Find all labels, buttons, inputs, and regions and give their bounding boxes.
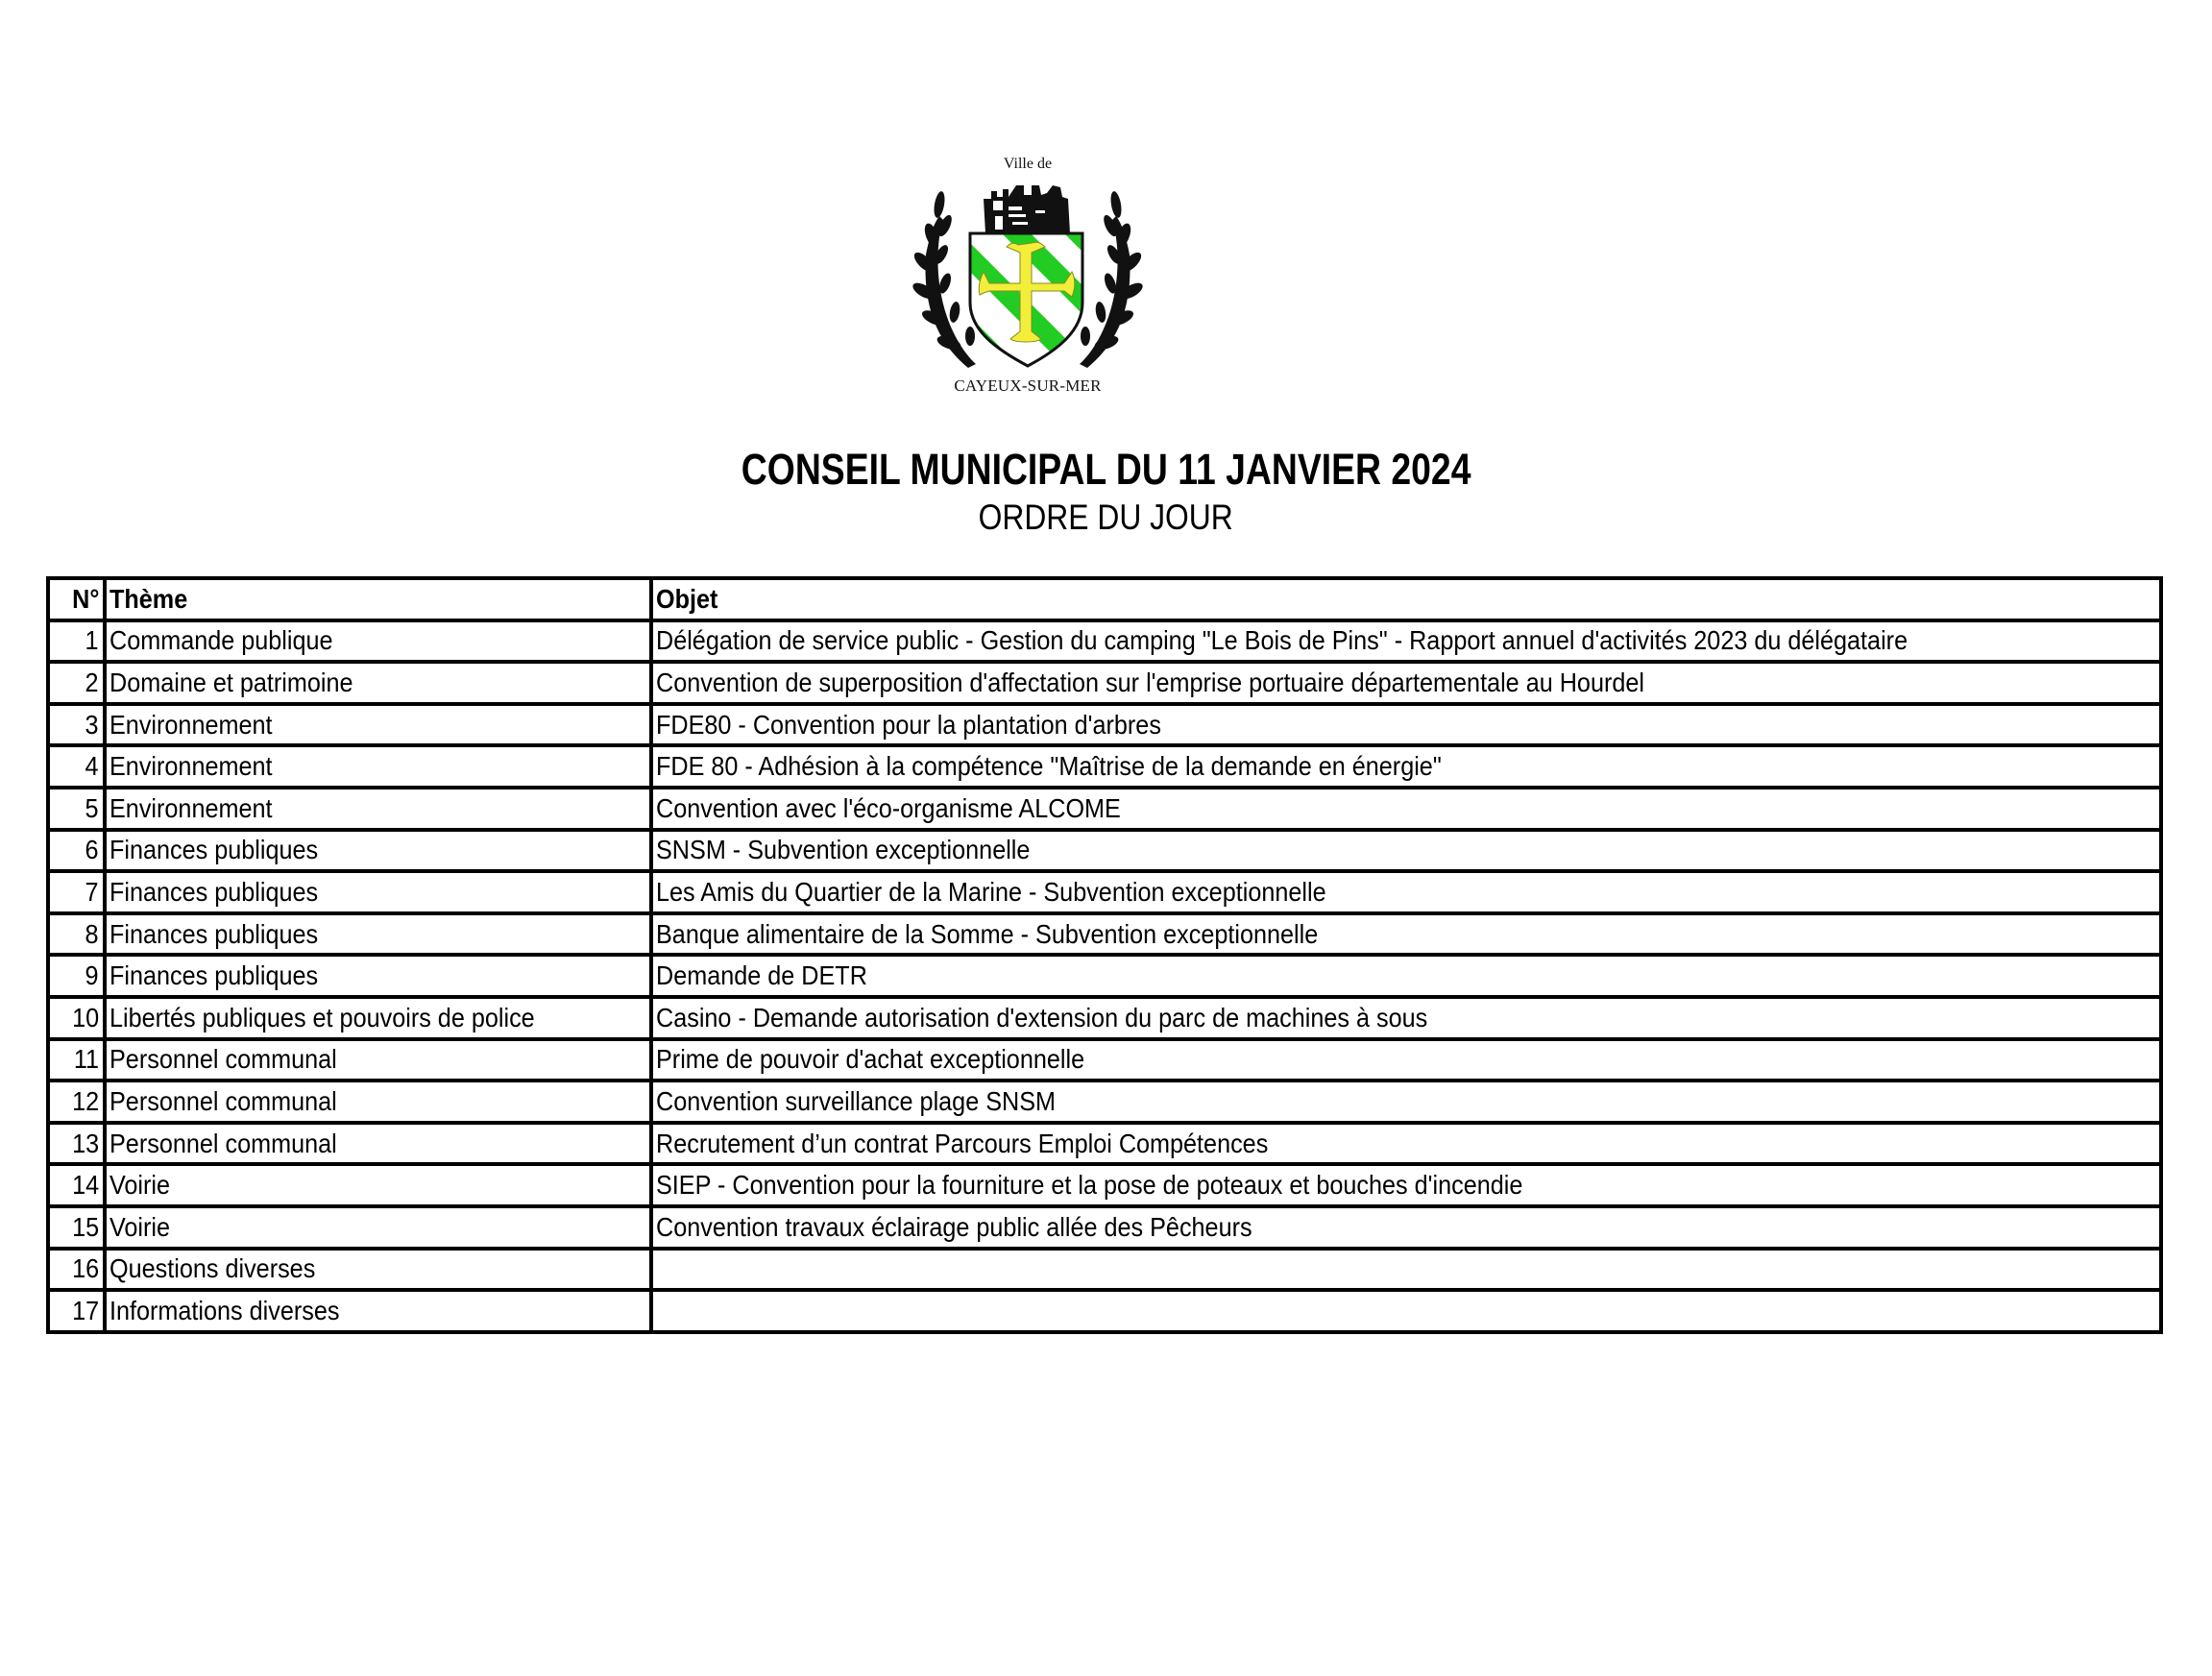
- table-row: [48, 1123, 2161, 1165]
- row-number-cell: [48, 704, 105, 746]
- row-objet: Convention travaux éclairage public allée des Pêcheurs: [656, 1211, 1252, 1242]
- row-objet-cell: [651, 871, 2161, 913]
- row-number: 6: [85, 835, 99, 865]
- row-number: 16: [71, 1253, 99, 1284]
- row-objet-cell: [651, 830, 2161, 872]
- row-theme-cell: [105, 1039, 651, 1081]
- table-row: [48, 745, 2161, 788]
- row-number: 11: [73, 1044, 99, 1075]
- row-number: 5: [85, 792, 99, 823]
- row-number-cell: [48, 745, 105, 788]
- row-theme: Finances publiques: [109, 918, 319, 949]
- row-objet: Convention surveillance plage SNSM: [656, 1085, 1057, 1116]
- table-row: [48, 1164, 2161, 1206]
- row-objet: SNSM - Subvention exceptionnelle: [656, 835, 1031, 865]
- row-theme-cell: [105, 1290, 651, 1332]
- row-number-cell: [48, 913, 105, 956]
- row-theme: Personnel communal: [109, 1085, 337, 1116]
- row-objet-cell: [651, 913, 2161, 956]
- row-objet-cell: [651, 788, 2161, 830]
- row-objet: Banque alimentaire de la Somme - Subvention exceptionnelle: [656, 918, 1319, 949]
- table-row: [48, 1081, 2161, 1123]
- laurel-wreath-right-icon: [1080, 190, 1143, 368]
- row-theme: Finances publiques: [109, 876, 319, 907]
- agenda-table-body: [48, 620, 2161, 1332]
- row-number-cell: [48, 662, 105, 704]
- row-objet: Prime de pouvoir d'achat exceptionnelle: [656, 1044, 1085, 1075]
- row-number-cell: [48, 1290, 105, 1332]
- row-number: 15: [71, 1211, 99, 1242]
- laurel-wreath-left-icon: [912, 190, 976, 368]
- row-theme: Personnel communal: [109, 1044, 337, 1075]
- row-number: 8: [85, 918, 99, 949]
- row-theme-cell: [105, 745, 651, 788]
- row-number: 4: [85, 751, 99, 782]
- row-theme: Questions diverses: [109, 1253, 316, 1284]
- row-number: 9: [85, 960, 99, 991]
- coat-of-arms-logo: [912, 154, 1143, 403]
- column-header-objet: [651, 578, 2161, 620]
- row-objet: Demande de DETR: [656, 960, 867, 991]
- row-number-cell: [48, 1206, 105, 1249]
- row-objet-cell: [651, 1123, 2161, 1165]
- table-row: [48, 913, 2161, 956]
- row-number-cell: [48, 1081, 105, 1123]
- page-title-text: CONSEIL MUNICIPAL DU 11 JANVIER 2024: [741, 445, 1471, 494]
- row-theme-cell: [105, 871, 651, 913]
- column-header-theme-text: Thème: [109, 583, 188, 614]
- mural-crown-icon: [984, 185, 1070, 233]
- row-objet: FDE80 - Convention pour la plantation d'arbres: [656, 709, 1161, 740]
- row-theme: Environnement: [109, 792, 273, 823]
- row-number-cell: [48, 871, 105, 913]
- row-theme: Domaine et patrimoine: [109, 667, 353, 697]
- column-header-number-text: N°: [71, 583, 99, 614]
- page-title: [0, 445, 2212, 495]
- row-theme: Commande publique: [109, 625, 333, 656]
- row-objet: Recrutement d’un contrat Parcours Emploi Compétences: [656, 1128, 1269, 1158]
- table-row: [48, 871, 2161, 913]
- row-number: 1: [85, 625, 99, 656]
- row-objet: Délégation de service public - Gestion du camping "Le Bois de Pins" - Rapport annuel d'activités 2023 du délégataire: [656, 625, 1908, 656]
- page-subtitle: [0, 498, 2212, 538]
- row-number: 12: [71, 1085, 99, 1116]
- table-row: [48, 662, 2161, 704]
- row-objet-cell: [651, 662, 2161, 704]
- row-theme: Finances publiques: [109, 960, 319, 991]
- column-header-number: [48, 578, 105, 620]
- row-objet-cell: [651, 620, 2161, 663]
- row-theme: Voirie: [109, 1170, 171, 1201]
- table-row: [48, 1249, 2161, 1291]
- row-number: 2: [85, 667, 99, 697]
- row-number-cell: [48, 1249, 105, 1291]
- row-objet-cell: [651, 1290, 2161, 1332]
- row-number: 13: [71, 1128, 99, 1158]
- column-header-theme: [105, 578, 651, 620]
- logo-top-text: Ville de: [1003, 156, 1053, 172]
- row-theme-cell: [105, 662, 651, 704]
- row-number-cell: [48, 620, 105, 663]
- row-objet-cell: [651, 1081, 2161, 1123]
- row-number-cell: [48, 830, 105, 872]
- table-row: [48, 997, 2161, 1039]
- table-row: [48, 1290, 2161, 1332]
- row-theme-cell: [105, 955, 651, 997]
- row-number-cell: [48, 788, 105, 830]
- table-header-row: [48, 578, 2161, 620]
- row-objet: FDE 80 - Adhésion à la compétence "Maîtrise de la demande en énergie": [656, 751, 1442, 782]
- row-objet-cell: [651, 704, 2161, 746]
- row-objet: Convention avec l'éco-organisme ALCOME: [656, 792, 1121, 823]
- row-theme: Voirie: [109, 1211, 171, 1242]
- row-number: 14: [71, 1170, 99, 1201]
- table-row: [48, 620, 2161, 663]
- row-theme-cell: [105, 620, 651, 663]
- table-row: [48, 1206, 2161, 1249]
- row-theme-cell: [105, 1249, 651, 1291]
- row-objet: SIEP - Convention pour la fourniture et la pose de poteaux et bouches d'incendie: [656, 1170, 1523, 1201]
- row-objet: Convention de superposition d'affectation sur l'emprise portuaire départementale au Hourdel: [656, 667, 1644, 697]
- row-theme: Libertés publiques et pouvoirs de police: [109, 1002, 535, 1032]
- row-objet-cell: [651, 997, 2161, 1039]
- row-number-cell: [48, 955, 105, 997]
- row-theme-cell: [105, 997, 651, 1039]
- row-number: 10: [71, 1002, 99, 1032]
- logo-city-name: CAYEUX-SUR-MER: [954, 376, 1102, 395]
- agenda-table: [46, 576, 2163, 1334]
- row-theme-cell: [105, 1081, 651, 1123]
- page-subtitle-text: ORDRE DU JOUR: [978, 498, 1234, 537]
- coat-of-arms-icon: [912, 178, 1143, 375]
- row-number-cell: [48, 1039, 105, 1081]
- table-row: [48, 1039, 2161, 1081]
- row-objet-cell: [651, 1206, 2161, 1249]
- row-objet-cell: [651, 1164, 2161, 1206]
- row-theme-cell: [105, 1206, 651, 1249]
- row-theme-cell: [105, 913, 651, 956]
- row-theme: Environnement: [109, 751, 273, 782]
- row-theme: Environnement: [109, 709, 273, 740]
- row-number-cell: [48, 1164, 105, 1206]
- row-theme-cell: [105, 1123, 651, 1165]
- row-theme: Informations diverses: [109, 1295, 340, 1325]
- row-theme: Personnel communal: [109, 1128, 337, 1158]
- row-objet-cell: [651, 745, 2161, 788]
- row-number-cell: [48, 1123, 105, 1165]
- row-objet-cell: [651, 1249, 2161, 1291]
- table-row: [48, 704, 2161, 746]
- row-number-cell: [48, 997, 105, 1039]
- table-row: [48, 955, 2161, 997]
- column-header-objet-text: Objet: [656, 583, 718, 614]
- row-theme: Finances publiques: [109, 835, 319, 865]
- row-number: 7: [85, 876, 99, 907]
- row-theme-cell: [105, 788, 651, 830]
- row-objet-cell: [651, 1039, 2161, 1081]
- row-objet-cell: [651, 955, 2161, 997]
- row-theme-cell: [105, 830, 651, 872]
- row-objet: Casino - Demande autorisation d'extension du parc de machines à sous: [656, 1002, 1428, 1032]
- row-theme-cell: [105, 1164, 651, 1206]
- table-row: [48, 830, 2161, 872]
- row-number: 17: [71, 1295, 99, 1325]
- row-number: 3: [85, 709, 99, 740]
- row-objet: Les Amis du Quartier de la Marine - Subvention exceptionnelle: [656, 876, 1326, 907]
- row-theme-cell: [105, 704, 651, 746]
- table-row: [48, 788, 2161, 830]
